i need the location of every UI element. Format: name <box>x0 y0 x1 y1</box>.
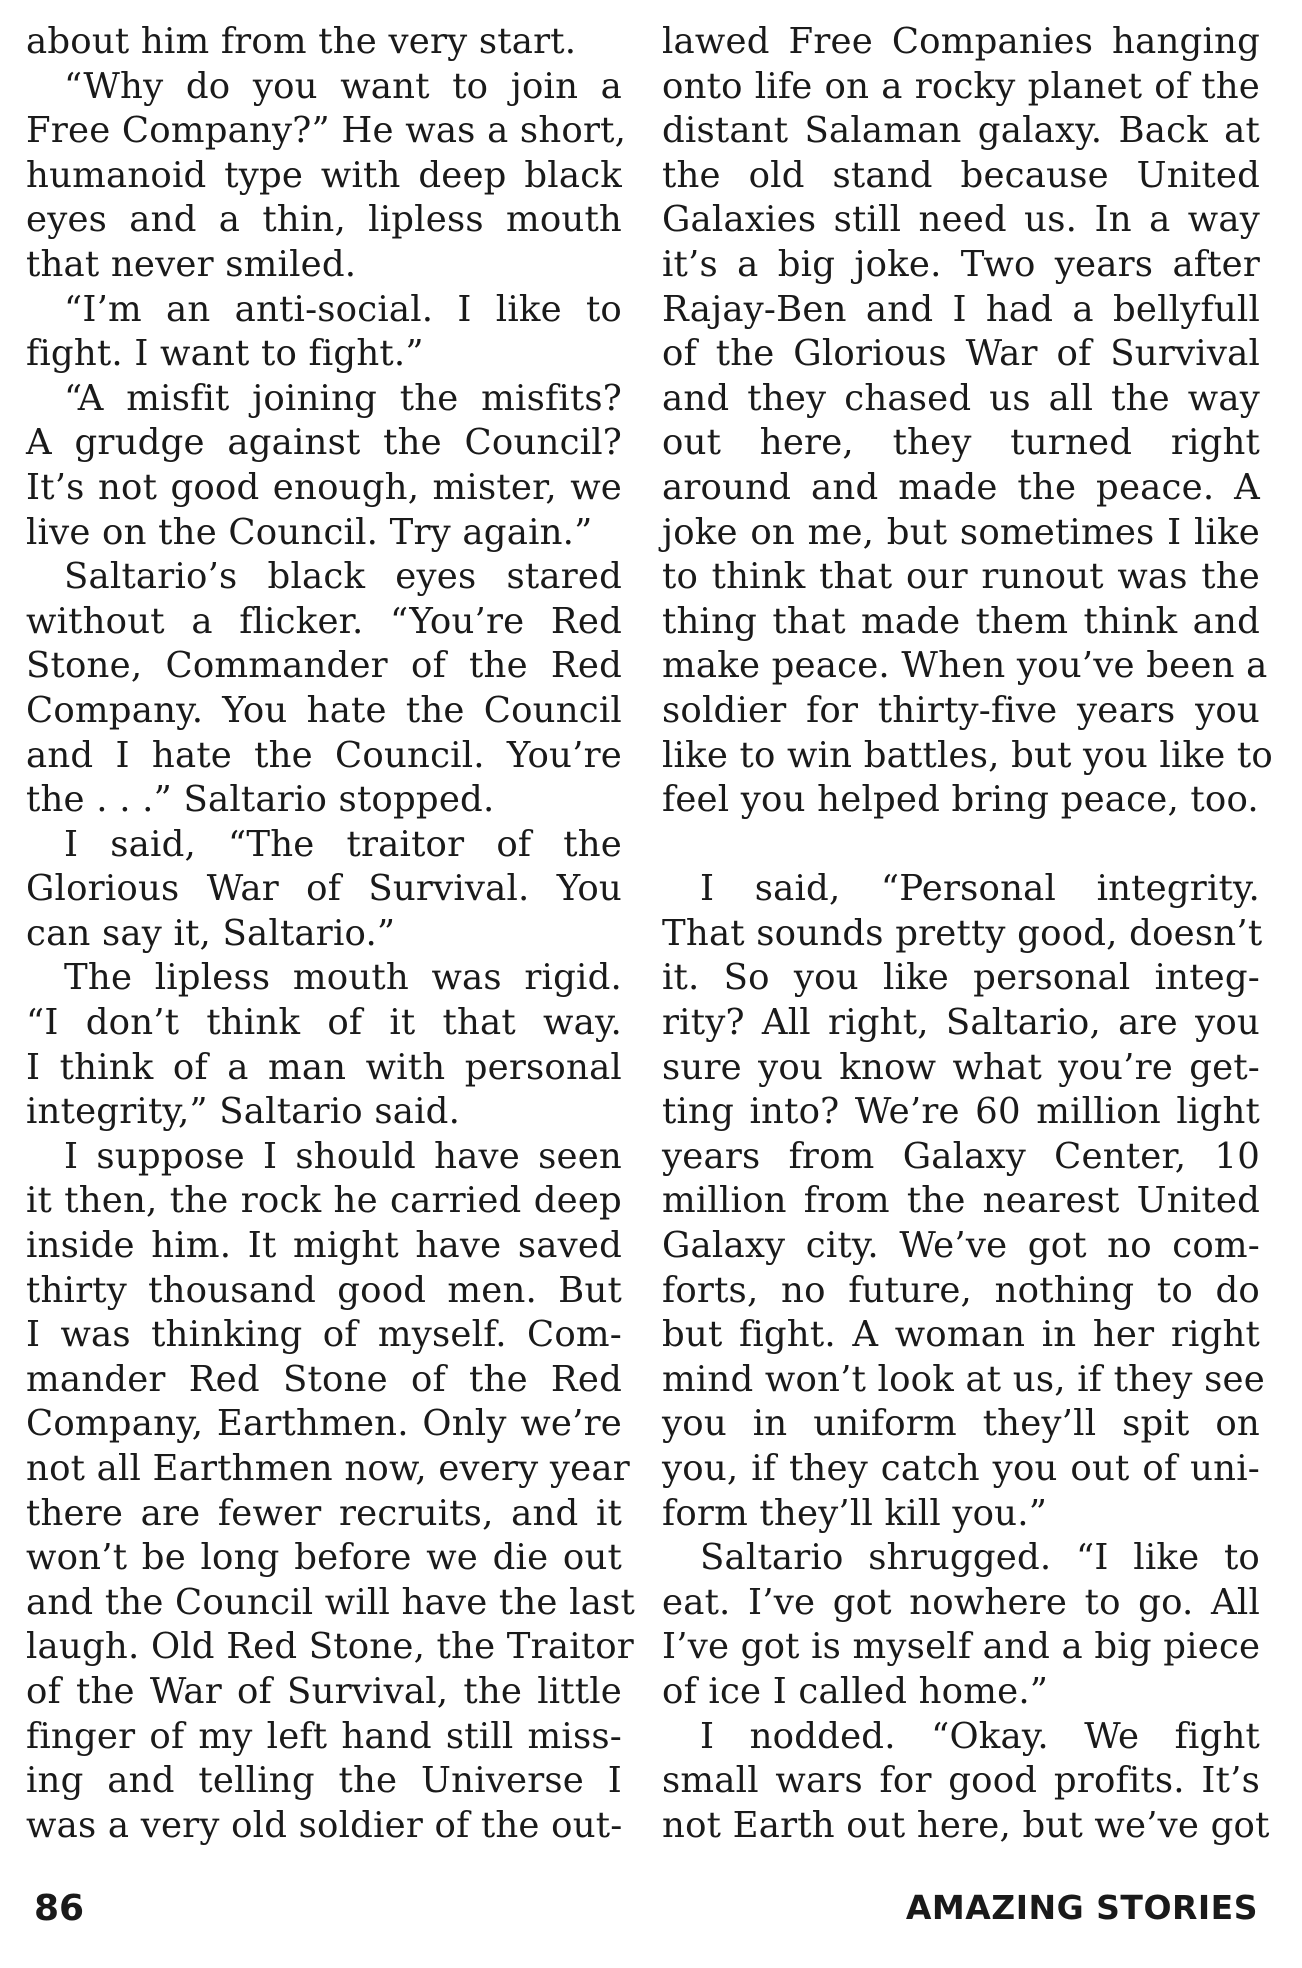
text-line: can say it, Saltario.” <box>26 912 396 954</box>
text-line: joke on me, but sometimes I like <box>662 511 1260 553</box>
text-line: I nodded. “Okay. We fight <box>700 1715 1260 1757</box>
text-line: sure you know what you’re get- <box>662 1046 1260 1088</box>
text-line: Free Company?” He was a short, <box>26 110 627 152</box>
text-line: about him from the very start. <box>26 21 577 62</box>
text-line: finger of my left hand still miss- <box>26 1715 622 1757</box>
running-head: AMAZING STORIES <box>905 1888 1258 1927</box>
text-line: of ice I called home.” <box>662 1670 1049 1712</box>
text-line: around and made the peace. A <box>662 466 1260 508</box>
text-line: but fight. A woman in her right <box>662 1314 1260 1356</box>
text-line: fight. I want to fight.” <box>26 333 424 375</box>
text-line: thing that made them think and <box>662 600 1260 642</box>
text-line: Galaxies still need us. In a way <box>662 199 1260 241</box>
text-line: form they’ll kill you.” <box>662 1492 1048 1534</box>
text-line: million from the nearest United <box>662 1180 1260 1222</box>
text-line: onto life on a rocky planet of the <box>662 65 1260 107</box>
text-line: it. So you like personal integ- <box>662 957 1260 999</box>
paragraph-gap <box>662 823 1260 868</box>
text-line: years from Galaxy Center, 10 <box>662 1135 1260 1177</box>
text-line: I think of a man with personal <box>26 1046 622 1088</box>
text-line: won’t be long before we die out <box>26 1537 622 1579</box>
left-text-column <box>26 20 635 1848</box>
text-line: Company, Earthmen. Only we’re <box>26 1403 622 1445</box>
right-text-column <box>662 20 1273 1848</box>
text-line: was a very old soldier of the out- <box>26 1804 623 1846</box>
text-line: feel you helped bring peace, too. <box>662 779 1259 821</box>
text-line: the old stand because United <box>662 154 1260 196</box>
text-line: soldier for thirty-five years you <box>662 689 1260 731</box>
text-line: forts, no future, nothing to do <box>662 1269 1260 1311</box>
text-line: without a flicker. “You’re Red <box>26 600 622 642</box>
text-line: like to win battles, but you like to <box>662 734 1273 776</box>
text-line: A grudge against the Council? <box>26 422 622 464</box>
text-line: you, if they catch you out of uni- <box>662 1448 1260 1489</box>
text-line: make peace. When you’ve been a <box>662 645 1268 687</box>
text-line: to think that our runout was the <box>662 556 1260 598</box>
text-line: Rajay-Ben and I had a bellyfull <box>662 288 1260 330</box>
text-line: distant Salaman galaxy. Back at <box>662 110 1260 152</box>
text-line: live on the Council. Try again.” <box>26 511 593 553</box>
text-line: The lipless mouth was rigid. <box>64 957 622 999</box>
text-line: That sounds pretty good, doesn’t <box>662 912 1263 954</box>
text-line: I suppose I should have seen <box>64 1135 622 1177</box>
text-line: small wars for good profits. It’s <box>662 1760 1260 1802</box>
text-line: Saltario’s black eyes stared <box>64 556 622 598</box>
text-line: and I hate the Council. You’re <box>26 734 622 776</box>
text-line: “I’m an anti-social. I like to <box>64 288 622 330</box>
text-line: “Why do you want to join a <box>64 65 622 107</box>
text-line: inside him. It might have saved <box>26 1225 622 1267</box>
text-line: humanoid type with deep black <box>26 154 622 196</box>
text-line: that never smiled. <box>26 243 357 285</box>
text-line: out here, they turned right <box>662 422 1260 464</box>
text-line: there are fewer recruits, and it <box>26 1492 622 1534</box>
text-line: Stone, Commander of the Red <box>26 645 622 687</box>
text-line: eyes and a thin, lipless mouth <box>26 199 622 241</box>
text-line: I said, “Personal integrity. <box>700 868 1260 910</box>
text-line: Saltario shrugged. “I like to <box>700 1537 1260 1579</box>
text-line: mind won’t look at us, if they see <box>662 1358 1265 1400</box>
page-footer <box>34 1888 1258 1938</box>
text-line: I was thinking of myself. Com- <box>26 1314 622 1356</box>
text-line: rity? All right, Saltario, are you <box>662 1002 1260 1044</box>
text-line: integrity,” Saltario said. <box>26 1091 461 1133</box>
text-line: and the Council will have the last <box>26 1581 635 1623</box>
text-line: I said, “The traitor of the <box>64 823 622 865</box>
text-line: ting into? We’re 60 million light <box>662 1091 1260 1133</box>
text-line: of the War of Survival, the little <box>26 1670 622 1712</box>
text-line: Galaxy city. We’ve got no com- <box>662 1225 1260 1267</box>
text-line: eat. I’ve got nowhere to go. All <box>662 1581 1260 1623</box>
text-line: mander Red Stone of the Red <box>26 1358 622 1400</box>
text-line: It’s not good enough, mister, we <box>26 466 622 508</box>
text-line: laugh. Old Red Stone, the Traitor <box>26 1626 634 1668</box>
text-line: it’s a big joke. Two years after <box>662 243 1260 285</box>
text-line: not all Earthmen now, every year <box>26 1448 630 1489</box>
text-line: lawed Free Companies hanging <box>662 21 1260 62</box>
text-line: Company. You hate the Council <box>26 689 622 731</box>
text-line: “A misfit joining the misfits? <box>64 377 622 419</box>
text-line: not Earth out here, but we’ve got <box>662 1804 1270 1846</box>
text-line: it then, the rock he carried deep <box>26 1180 622 1222</box>
text-line: of the Glorious War of Survival <box>662 333 1260 375</box>
text-line: ing and telling the Universe I <box>26 1760 622 1802</box>
text-line: “I don’t think of it that way. <box>26 1002 622 1044</box>
page-number: 86 <box>34 1888 85 1929</box>
text-line: the . . .” Saltario stopped. <box>26 779 495 821</box>
text-line: and they chased us all the way <box>662 377 1260 419</box>
text-line: thirty thousand good men. But <box>26 1269 622 1311</box>
text-line: you in uniform they’ll spit on <box>662 1403 1260 1445</box>
text-line: Glorious War of Survival. You <box>26 868 622 910</box>
text-line: I’ve got is myself and a big piece <box>662 1626 1261 1668</box>
